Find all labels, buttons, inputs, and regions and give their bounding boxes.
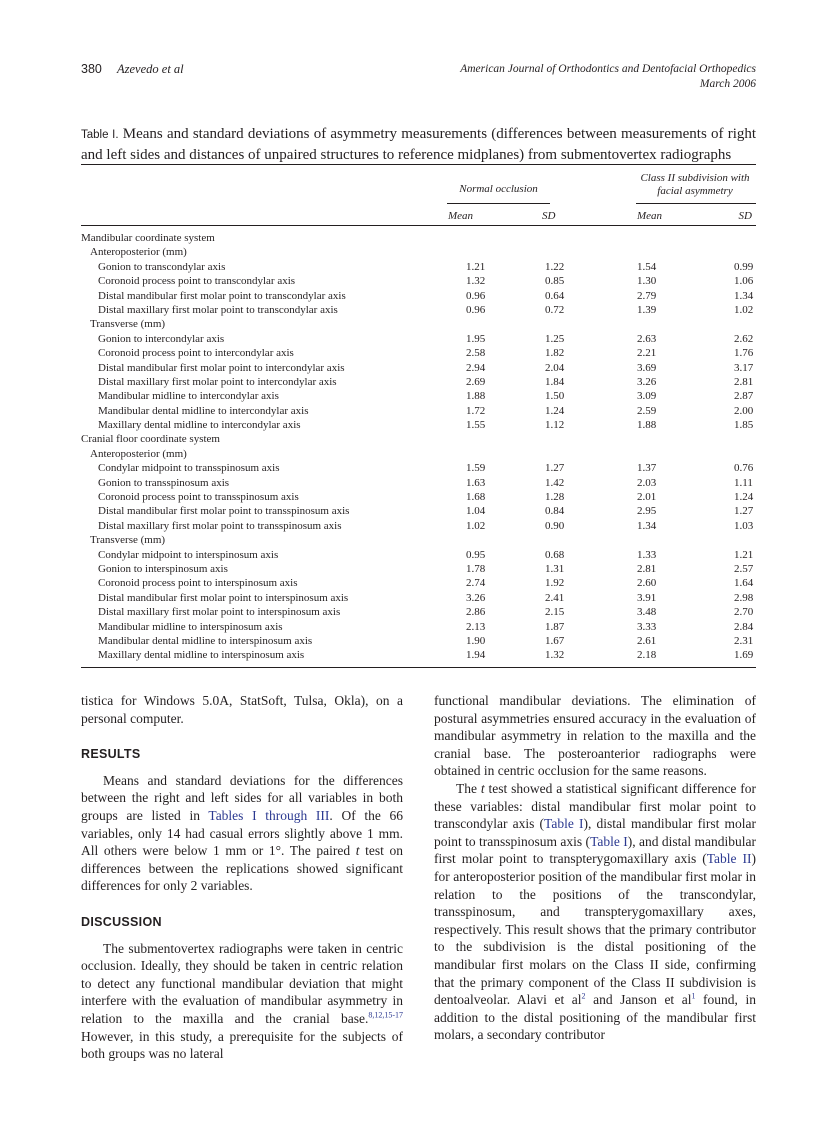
- row-label: Transverse (mm): [90, 318, 166, 331]
- table-row: [81, 634, 756, 648]
- row-label: Cranial floor coordinate system: [81, 433, 220, 446]
- row-label: Distal maxillary first molar point to transcondylar axis: [98, 303, 338, 316]
- cell-value: 1.25: [545, 332, 565, 345]
- row-label: Distal maxillary first molar point to intercondylar axis: [98, 375, 337, 388]
- running-head: [81, 62, 756, 102]
- cell-value: 3.91: [637, 591, 657, 604]
- table-row: [81, 605, 756, 619]
- row-label: Coronoid process point to transcondylar axis: [98, 275, 296, 288]
- cell-value: 1.55: [466, 419, 486, 432]
- row-label: Gonion to intercondylar axis: [98, 332, 225, 345]
- cell-value: 1.54: [637, 260, 657, 273]
- row-label: Coronoid process point to interspinosum axis: [98, 577, 298, 590]
- row-label: Mandibular midline to intercondylar axis: [98, 390, 279, 403]
- cell-value: 1.42: [545, 476, 565, 489]
- cell-value: 2.69: [466, 375, 486, 388]
- table-row: [81, 303, 756, 317]
- text: Means and standard deviations for the differences between the right and left sides for all variables in both groups are listed in: [81, 772, 403, 823]
- table-section-row: [81, 317, 756, 331]
- cell-value: 2.81: [637, 562, 657, 575]
- cell-value: 1.12: [545, 419, 565, 432]
- cell-value: 1.59: [466, 462, 486, 475]
- row-label: Maxillary dental midline to intercondylar axis: [98, 419, 301, 432]
- table-row: [81, 576, 756, 590]
- table-link[interactable]: Table I: [544, 816, 584, 832]
- cell-value: 1.27: [545, 462, 565, 475]
- cell-value: 1.90: [466, 634, 486, 647]
- text: found, in addition to the distal positioning of the mandibular first molars, a secondary contributor: [434, 992, 756, 1043]
- row-label: Distal maxillary first molar point to interspinosum axis: [98, 606, 341, 619]
- cell-value: 2.41: [545, 591, 565, 604]
- cell-value: 2.18: [637, 649, 657, 662]
- citation-link[interactable]: 1: [691, 991, 696, 1001]
- cell-value: 3.17: [734, 361, 754, 374]
- cell-value: 2.95: [637, 505, 657, 518]
- table-row: [81, 548, 756, 562]
- cell-value: 1.34: [734, 289, 754, 302]
- table-row: [81, 260, 756, 274]
- data-table: [81, 164, 756, 668]
- issue-date: March 2006: [699, 78, 756, 90]
- table-link[interactable]: Tables I through III: [208, 807, 330, 823]
- cell-value: 0.85: [545, 275, 565, 288]
- cell-value: 0.95: [466, 548, 486, 561]
- row-label: Mandibular dental midline to interspinosum axis: [98, 634, 313, 647]
- table-row: [81, 361, 756, 375]
- table-section-row: [81, 231, 756, 245]
- cell-value: 1.92: [545, 577, 565, 590]
- row-label: Distal maxillary first molar point to transspinosum axis: [98, 519, 342, 532]
- cell-value: 1.33: [637, 548, 657, 561]
- table-section-row: [81, 432, 756, 446]
- table-link[interactable]: Table I: [590, 833, 628, 849]
- group-rule: [447, 203, 550, 204]
- group-header-class2: Class II subdivision with facial asymmetry: [640, 172, 750, 197]
- table-row: [81, 346, 756, 360]
- row-label: Mandibular dental midline to intercondylar axis: [98, 404, 309, 417]
- cell-value: 2.86: [466, 606, 486, 619]
- table-body: [81, 226, 756, 667]
- row-label: Mandibular midline to interspinosum axis: [98, 620, 283, 633]
- paragraph: tistica for Windows 5.0A, StatSoft, Tulsa, Okla), on a personal computer.: [81, 693, 403, 726]
- table-caption: [81, 124, 756, 165]
- table-row: [81, 418, 756, 432]
- cell-value: 2.60: [637, 577, 657, 590]
- cell-value: 1.24: [734, 491, 754, 504]
- row-label: Anteroposterior (mm): [90, 246, 187, 259]
- cell-value: 0.84: [545, 505, 565, 518]
- text-column-right: [434, 692, 756, 1044]
- cell-value: 1.68: [466, 491, 486, 504]
- table-row: [81, 648, 756, 662]
- cell-value: 2.58: [466, 347, 486, 360]
- row-label: Anteroposterior (mm): [90, 447, 187, 460]
- cell-value: 2.87: [734, 390, 754, 403]
- cell-value: 1.02: [466, 519, 486, 532]
- cell-value: 2.01: [637, 491, 657, 504]
- column-header-mean: Mean: [448, 210, 474, 222]
- cell-value: 0.90: [545, 519, 565, 532]
- cell-value: 1.11: [734, 476, 753, 489]
- cell-value: 1.24: [545, 404, 565, 417]
- table-row: [81, 461, 756, 475]
- column-header-mean: Mean: [637, 210, 663, 222]
- table-bottom-rule: [81, 667, 756, 668]
- cell-value: 0.99: [734, 260, 754, 273]
- table-label: Table I.: [81, 129, 119, 141]
- column-header-sd: SD: [542, 210, 556, 222]
- table-row: [81, 332, 756, 346]
- cell-value: 1.95: [466, 332, 486, 345]
- table-row: [81, 490, 756, 504]
- cell-value: 3.09: [637, 390, 657, 403]
- cell-value: 1.88: [637, 419, 657, 432]
- text: The submentovertex radiographs were taken in centric occlusion. Ideally, they should be taken in centric relation to detect any functional mandibular deviation that might interfere with the evaluation of mandibular asymmetry in relation to the maxilla and the cranial base.: [81, 940, 403, 1026]
- cell-value: 2.62: [734, 332, 754, 345]
- row-label: Distal mandibular first molar point to transspinosum axis: [98, 505, 350, 518]
- paragraph-discussion: [81, 940, 403, 1063]
- cell-value: 2.98: [734, 591, 754, 604]
- table-row: [81, 476, 756, 490]
- row-label: Distal mandibular first molar point to interspinosum axis: [98, 591, 349, 604]
- text: The: [456, 780, 481, 796]
- row-label: Distal mandibular first molar point to transcondylar axis: [98, 289, 346, 302]
- text: . Of the 66 variables, only 14 had casual errors slightly above 1 mm. All others were below 1 mm or 1°. The paired: [81, 807, 404, 859]
- cell-value: 2.00: [734, 404, 754, 417]
- table-section-row: [81, 447, 756, 461]
- table-section-row: [81, 245, 756, 259]
- cell-value: 1.34: [637, 519, 657, 532]
- journal-info: [460, 62, 756, 92]
- table-row: [81, 375, 756, 389]
- cell-value: 1.76: [734, 347, 754, 360]
- cell-value: 1.64: [734, 577, 754, 590]
- row-label: Gonion to transcondylar axis: [98, 260, 226, 273]
- cell-value: 1.21: [466, 260, 486, 273]
- cell-value: 1.21: [734, 548, 754, 561]
- cell-value: 1.67: [545, 634, 565, 647]
- page-number: 380: [81, 62, 102, 76]
- cell-value: 0.76: [734, 462, 754, 475]
- cell-value: 1.03: [734, 519, 754, 532]
- cell-value: 2.63: [637, 332, 657, 345]
- text: However, in this study, a prerequisite for the subjects of both groups was no lateral: [81, 1028, 403, 1062]
- cell-value: 2.74: [466, 577, 486, 590]
- table-row: [81, 620, 756, 634]
- row-label: Condylar midpoint to transspinosum axis: [98, 462, 280, 475]
- cell-value: 1.72: [466, 404, 486, 417]
- citation-link[interactable]: 8,12,15-17: [368, 1010, 403, 1020]
- cell-value: 0.64: [545, 289, 565, 302]
- group-header-normal: Normal occlusion: [459, 183, 538, 195]
- cell-value: 1.28: [545, 491, 565, 504]
- cell-value: 2.70: [734, 606, 754, 619]
- cell-value: 1.06: [734, 275, 754, 288]
- cell-value: 2.04: [545, 361, 565, 374]
- cell-value: 0.72: [545, 303, 565, 316]
- cell-value: 1.50: [545, 390, 565, 403]
- text: ) for anteroposterior position of the mandibular first molar in relation to the positions of the transcondylar, transspinosum, and transpterygomaxillary axes, respectively. This result shows that the primary contributor to the subdivision is the distal positioning of the mandibular first molars on the Class II side, confirming that the primary component of the Class II subdivision is dentoalveolar. Alavi et al: [434, 851, 756, 1008]
- table-row: [81, 404, 756, 418]
- row-label: Transverse (mm): [90, 534, 166, 547]
- row-label: Gonion to interspinosum axis: [98, 562, 228, 575]
- text: ), distal mandibular first molar point to transspinosum axis (: [434, 816, 756, 849]
- cell-value: 1.69: [734, 649, 754, 662]
- cell-value: 3.26: [466, 591, 486, 604]
- cell-value: 3.26: [637, 375, 657, 388]
- cell-value: 3.33: [637, 620, 657, 633]
- journal-title: American Journal of Orthodontics and Dentofacial Orthopedics: [460, 63, 756, 75]
- cell-value: 1.63: [466, 476, 486, 489]
- cell-value: 0.68: [545, 548, 565, 561]
- cell-value: 1.37: [637, 462, 657, 475]
- cell-value: 1.32: [545, 649, 565, 662]
- table-row: [81, 504, 756, 518]
- citation-link[interactable]: 2: [581, 991, 586, 1001]
- cell-value: 3.48: [637, 606, 657, 619]
- column-header-sd: SD: [738, 210, 752, 222]
- text: ), and distal mandibular first molar point to transpterygomaxillary axis (: [434, 833, 757, 867]
- row-label: Condylar midpoint to interspinosum axis: [98, 548, 279, 561]
- text: t: [355, 843, 360, 859]
- cell-value: 1.30: [637, 275, 657, 288]
- running-authors: Azevedo et al: [117, 62, 184, 76]
- cell-value: 2.15: [545, 606, 565, 619]
- cell-value: 1.87: [545, 620, 565, 633]
- row-label: Distal mandibular first molar point to intercondylar axis: [98, 361, 345, 374]
- cell-value: 3.69: [637, 361, 657, 374]
- row-label: Coronoid process point to transspinosum axis: [98, 491, 299, 504]
- cell-value: 1.88: [466, 390, 486, 403]
- text: t: [480, 780, 485, 796]
- cell-value: 2.13: [466, 620, 486, 633]
- section-heading-results: RESULTS: [81, 747, 141, 762]
- row-label: Coronoid process point to intercondylar axis: [98, 347, 294, 360]
- row-label: Mandibular coordinate system: [81, 232, 215, 244]
- table-row: [81, 289, 756, 303]
- paragraph-results: [81, 772, 403, 895]
- cell-value: 2.03: [637, 476, 657, 489]
- cell-value: 1.22: [545, 260, 565, 273]
- table-caption-text: Means and standard deviations of asymmetry measurements (differences between measurements of right and left sides and distances of unpaired structures to reference midplanes) from submentovertex radiographs: [81, 126, 757, 163]
- cell-value: 1.94: [466, 649, 486, 662]
- text-column-left: [81, 692, 403, 1063]
- table-section-row: [81, 533, 756, 547]
- text: and Janson et al: [585, 992, 692, 1008]
- table-row: [81, 591, 756, 605]
- cell-value: 1.84: [545, 375, 565, 388]
- cell-value: 1.27: [734, 505, 754, 518]
- cell-value: 1.02: [734, 303, 754, 316]
- table-row: [81, 274, 756, 288]
- paragraph: functional mandibular deviations. The elimination of postural asymmetries ensured accuracy in the evaluation of mandibular asymmetry in relation to the maxilla and the cranial base. The posteroanterior radiographs were obtained in centric occlusion for the same reasons.: [434, 693, 756, 779]
- cell-value: 2.81: [734, 375, 754, 388]
- cell-value: 2.59: [637, 404, 657, 417]
- cell-value: 1.78: [466, 562, 486, 575]
- table-row: [81, 519, 756, 533]
- table-row: [81, 562, 756, 576]
- cell-value: 1.85: [734, 419, 754, 432]
- cell-value: 2.84: [734, 620, 754, 633]
- cell-value: 1.39: [637, 303, 657, 316]
- table-link[interactable]: Table II: [706, 851, 752, 867]
- text: test on differences between the replications showed significant differences for only 2 variables.: [81, 843, 403, 894]
- cell-value: 1.32: [466, 275, 486, 288]
- cell-value: 1.04: [466, 505, 486, 518]
- table-header: [81, 165, 756, 225]
- cell-value: 2.61: [637, 634, 657, 647]
- cell-value: 2.94: [466, 361, 486, 374]
- cell-value: 1.31: [545, 562, 565, 575]
- cell-value: 2.31: [734, 634, 754, 647]
- row-label: Maxillary dental midline to interspinosum axis: [98, 649, 305, 662]
- paragraph: [434, 780, 756, 1044]
- cell-value: 0.96: [466, 303, 486, 316]
- row-label: Gonion to transspinosum axis: [98, 476, 230, 489]
- cell-value: 2.79: [637, 289, 657, 302]
- cell-value: 2.57: [734, 562, 754, 575]
- cell-value: 1.82: [545, 347, 565, 360]
- cell-value: 2.21: [637, 347, 657, 360]
- text: test showed a statistical significant difference for these variables: distal mandibular first molar point to transcondylar axis (: [434, 780, 756, 832]
- group-rule: [636, 203, 756, 204]
- section-heading-discussion: DISCUSSION: [81, 914, 162, 929]
- table-row: [81, 389, 756, 403]
- cell-value: 0.96: [466, 289, 486, 302]
